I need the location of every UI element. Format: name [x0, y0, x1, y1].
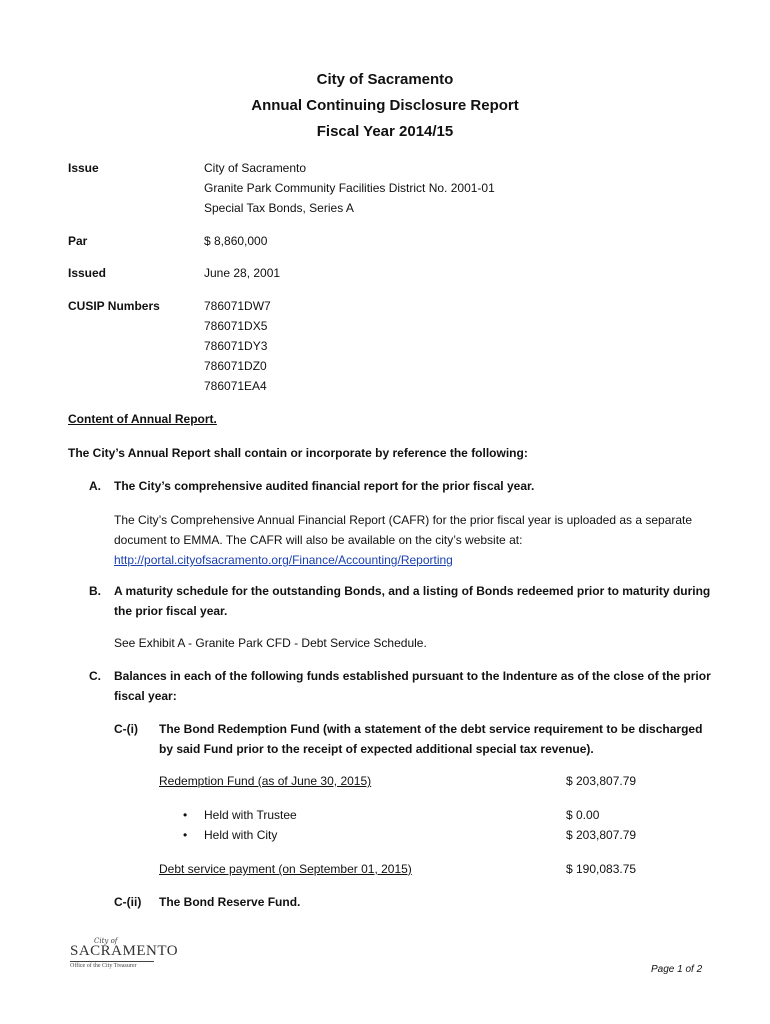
item-a-letter: A.	[89, 479, 101, 493]
held-city-label: Held with City	[204, 828, 278, 842]
item-c-letter: C.	[89, 669, 101, 683]
cusip-number: 786071DY3	[204, 339, 268, 353]
debt-service-amount: $ 190,083.75	[566, 862, 637, 876]
cusip-number: 786071DW7	[204, 299, 271, 313]
cafr-link-wrapper	[114, 550, 714, 570]
title-line-3: Fiscal Year 2014/15	[316, 123, 454, 140]
item-b-heading-line-2: the prior fiscal year.	[114, 604, 228, 618]
cafr-link[interactable]: http://portal.cityofsacramento.org/Finance/Accounting/Reporting	[114, 553, 453, 567]
cii-label: C-(ii)	[114, 895, 142, 909]
ci-heading-line-1: The Bond Redemption Fund (with a statement of the debt service requirement to be discharged	[159, 722, 703, 736]
debt-service-label: Debt service payment (on September 01, 2015)	[159, 862, 412, 876]
cusip-number: 786071EA4	[204, 379, 267, 393]
held-trustee-amount: $ 0.00	[566, 808, 600, 822]
title-line-1: City of Sacramento	[316, 71, 454, 88]
bullet-icon: •	[183, 828, 188, 842]
cii-heading: The Bond Reserve Fund.	[159, 895, 301, 909]
title-line-2: Annual Continuing Disclosure Report	[251, 97, 519, 114]
sacramento-logo: City of SACRAMENTO Office of the City Treasurer	[70, 937, 179, 969]
redemption-fund-amount: $ 203,807.79	[566, 774, 637, 788]
issue-line-2: Granite Park Community Facilities District No. 2001-01	[204, 181, 495, 195]
item-c-heading-line-1: Balances in each of the following funds established pursuant to the Indenture as of the close of the prior	[114, 669, 711, 683]
item-c-heading-line-2: fiscal year:	[114, 689, 177, 703]
cusip-number: 786071DZ0	[204, 359, 267, 373]
cusip-label: CUSIP Numbers	[68, 299, 160, 313]
page-number: Page 1 of 2	[651, 964, 703, 975]
ci-label: C-(i)	[114, 722, 138, 736]
issue-line-1: City of Sacramento	[204, 161, 307, 175]
held-trustee-label: Held with Trustee	[204, 808, 297, 822]
par-value: $ 8,860,000	[204, 234, 268, 248]
issued-label: Issued	[68, 266, 107, 280]
item-b-para: See Exhibit A - Granite Park CFD - Debt Service Schedule.	[114, 636, 427, 650]
intro-text: The City’s Annual Report shall contain or incorporate by reference the following:	[68, 446, 528, 460]
item-b-heading-line-1: A maturity schedule for the outstanding Bonds, and a listing of Bonds redeemed prior to maturity during	[114, 584, 711, 598]
issue-line-3: Special Tax Bonds, Series A	[204, 201, 354, 215]
redemption-fund-label: Redemption Fund (as of June 30, 2015)	[159, 774, 372, 788]
item-a-para-line-2: document to EMMA. The CAFR will also be available on the city’s website at:	[114, 533, 523, 547]
content-heading: Content of Annual Report.	[68, 412, 217, 426]
ci-heading-line-2: by said Fund prior to the receipt of expected additional special tax revenue).	[159, 742, 594, 756]
cusip-number: 786071DX5	[204, 319, 268, 333]
item-a-para-line-1: The City’s Comprehensive Annual Financial Report (CAFR) for the prior fiscal year is uploaded as a separate	[114, 513, 693, 527]
item-b-letter: B.	[89, 584, 101, 598]
item-a-heading: The City’s comprehensive audited financial report for the prior fiscal year.	[114, 479, 535, 493]
issue-label: Issue	[68, 161, 99, 175]
par-label: Par	[68, 234, 88, 248]
held-city-amount: $ 203,807.79	[566, 828, 637, 842]
issued-value: June 28, 2001	[204, 266, 281, 280]
bullet-icon: •	[183, 808, 188, 822]
